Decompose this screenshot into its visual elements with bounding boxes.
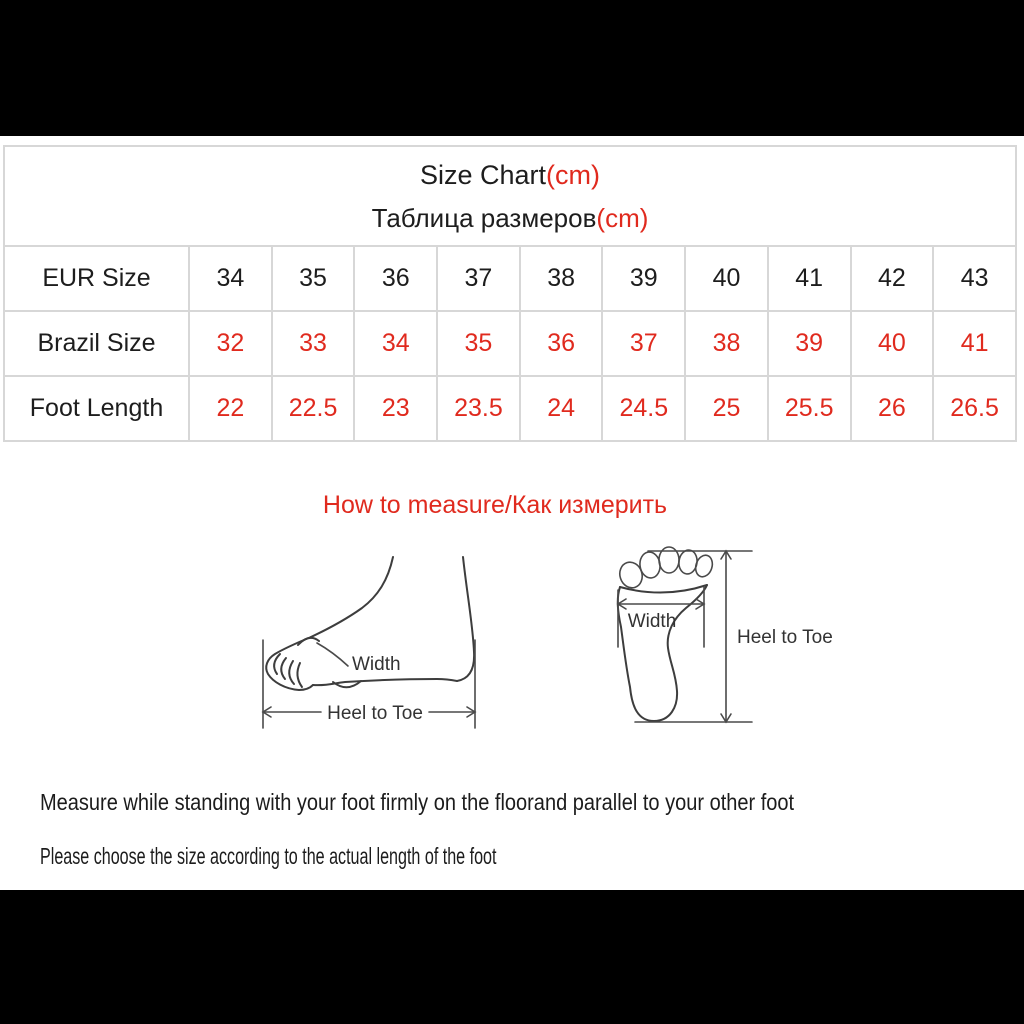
size-chart-table (3, 145, 1017, 442)
table-cell: 26 (851, 376, 934, 441)
table-cell: 40 (851, 311, 934, 376)
table-cell: 39 (768, 311, 851, 376)
table-cell: 23.5 (437, 376, 520, 441)
how-to-measure-heading: How to measure/Как измерить (322, 491, 668, 519)
table-cell: 41 (768, 246, 851, 311)
table-cell: 41 (933, 311, 1016, 376)
table-cell: 24.5 (602, 376, 685, 441)
table-cell: 34 (189, 246, 272, 311)
title-russian-unit: (cm) (596, 202, 649, 233)
row-label: Foot Length (4, 376, 189, 441)
table-cell: 43 (933, 246, 1016, 311)
table-title-cell (4, 146, 1016, 246)
table-cell: 25 (685, 376, 768, 441)
table-cell: 24 (520, 376, 603, 441)
table-cell: 37 (602, 311, 685, 376)
table-cell: 36 (354, 246, 437, 311)
table-row-foot-length (4, 376, 1016, 441)
foot-side-view-diagram (255, 552, 485, 737)
side-width-annotation (317, 643, 401, 675)
measure-instruction-text: Measure while standing with your foot firmly on the floorand parallel to your other foot (40, 789, 795, 815)
table-cell: 38 (685, 311, 768, 376)
table-cell: 37 (437, 246, 520, 311)
table-row-brazil-size (4, 311, 1016, 376)
row-label: EUR Size (4, 246, 189, 311)
top-width-annotation (618, 587, 704, 647)
bottom-letterbox-bar (0, 890, 1024, 1024)
footprint-outline (617, 547, 715, 721)
table-cell: 34 (354, 311, 437, 376)
table-cell: 35 (272, 246, 355, 311)
table-cell: 22 (189, 376, 272, 441)
side-width-label: Width (352, 654, 401, 675)
table-cell: 33 (272, 311, 355, 376)
table-cell: 32 (189, 311, 272, 376)
table-cell: 22.5 (272, 376, 355, 441)
width-pointer-line (317, 643, 348, 666)
top-heel-to-toe-label: Heel to Toe (737, 627, 833, 648)
table-cell: 39 (602, 246, 685, 311)
title-row (4, 146, 1016, 246)
title-russian-text: Таблица размеров (371, 202, 597, 233)
title-english-text: Size Chart (419, 159, 547, 190)
top-heel-to-toe-annotation (635, 551, 833, 722)
row-label: Brazil Size (4, 311, 189, 376)
top-letterbox-bar (0, 0, 1024, 136)
table-row-eur-size (4, 246, 1016, 311)
side-heel-to-toe-label: Heel to Toe (327, 703, 423, 724)
title-russian (5, 202, 1015, 233)
table-cell: 36 (520, 311, 603, 376)
table-cell: 26.5 (933, 376, 1016, 441)
size-advice-text: Please choose the size according to the actual length of the foot (40, 843, 497, 869)
table-cell: 38 (520, 246, 603, 311)
top-width-label: Width (627, 611, 677, 632)
footprint-top-view-diagram (590, 535, 890, 735)
table-cell: 35 (437, 311, 520, 376)
title-english (5, 159, 1015, 190)
table-cell: 40 (685, 246, 768, 311)
table-cell: 25.5 (768, 376, 851, 441)
title-english-unit: (cm) (546, 159, 601, 190)
table-cell: 42 (851, 246, 934, 311)
table-cell: 23 (354, 376, 437, 441)
